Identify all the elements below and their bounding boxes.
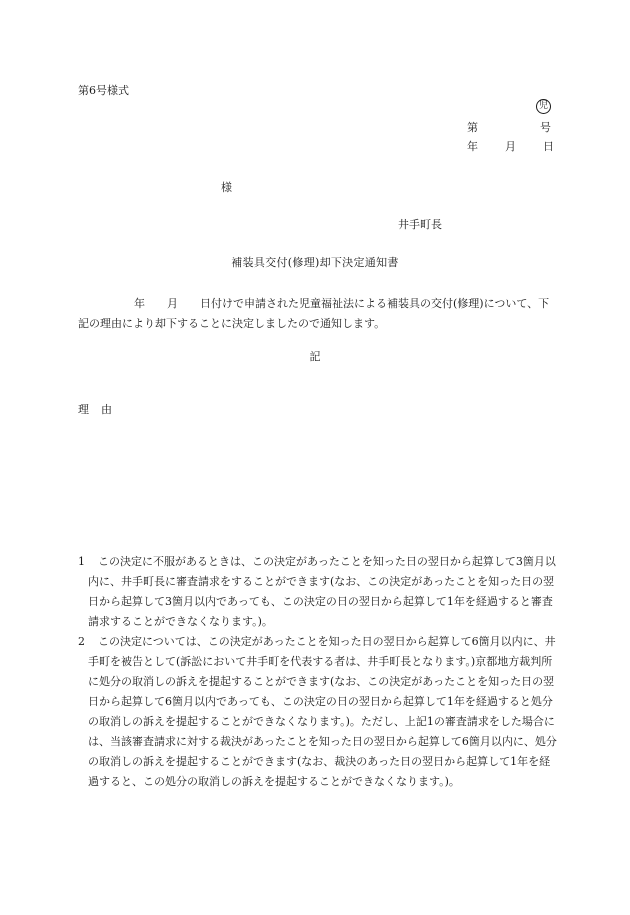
notice-body <box>78 294 560 334</box>
appeal-note-2 <box>78 632 560 792</box>
appeal-note-1 <box>78 552 560 632</box>
note-text: この決定については、この決定があったことを知った日の翌日から起算して6箇月以内に、井手町を被告として(訴訟において井手町を代表する者は、井手町長となります。)京都地方裁判所に処分の取消しの訴えを提起することができます(なお、この決定があったことを知った日の翌日から起算して6箇月以内であっても、この決定の日の翌日から起算して1年を経過すると処分の取消しの訴えを提起することができなくなります。)。ただし、上記1の審査請求をした場合には、当該審査請求に対する裁決があったことを知った日の翌日から起算して6箇月以内に、処分の取消しの訴えを提起することができます(なお、裁決のあった日の翌日から起算して1年を経過すると、この処分の取消しの訴えを提起することができなくなります。)。 <box>88 635 557 788</box>
body-month-label: 月 <box>167 297 178 310</box>
note-number: 1 <box>78 555 85 568</box>
reason-label: 理由 <box>78 403 124 416</box>
document-number-prefix: 第 <box>467 121 478 134</box>
child-welfare-badge: 児 <box>536 99 551 114</box>
appeal-notes <box>78 552 560 792</box>
date-day-label: 日 <box>543 140 554 153</box>
issue-date <box>467 140 554 153</box>
form-number: 第6号様式 <box>78 84 129 97</box>
note-number: 2 <box>78 635 85 648</box>
body-main-text: 日付けで申請された児童福祉法による補装具の交付(修理)について、下記の理由により却下することに決定しましたので通知します。 <box>78 297 550 330</box>
recipient-honorific: 様 <box>221 181 232 194</box>
body-year-label: 年 <box>134 297 145 310</box>
note-text: この決定に不服があるときは、この決定があったことを知った日の翌日から起算して3箇月以内に、井手町長に審査請求をすることができます(なお、この決定があったことを知った日の翌日から起算して3箇月以内であっても、この決定の日の翌日から起算して1年を経過すると審査請求することができなくなります。)。 <box>88 555 556 628</box>
document-number-suffix: 号 <box>540 121 551 134</box>
sender-name: 井手町長 <box>398 218 442 231</box>
date-year-label: 年 <box>467 140 478 153</box>
ki-heading: 記 <box>309 350 321 363</box>
date-month-label: 月 <box>505 140 516 153</box>
document-title: 補装具交付(修理)却下決定通知書 <box>231 256 399 269</box>
